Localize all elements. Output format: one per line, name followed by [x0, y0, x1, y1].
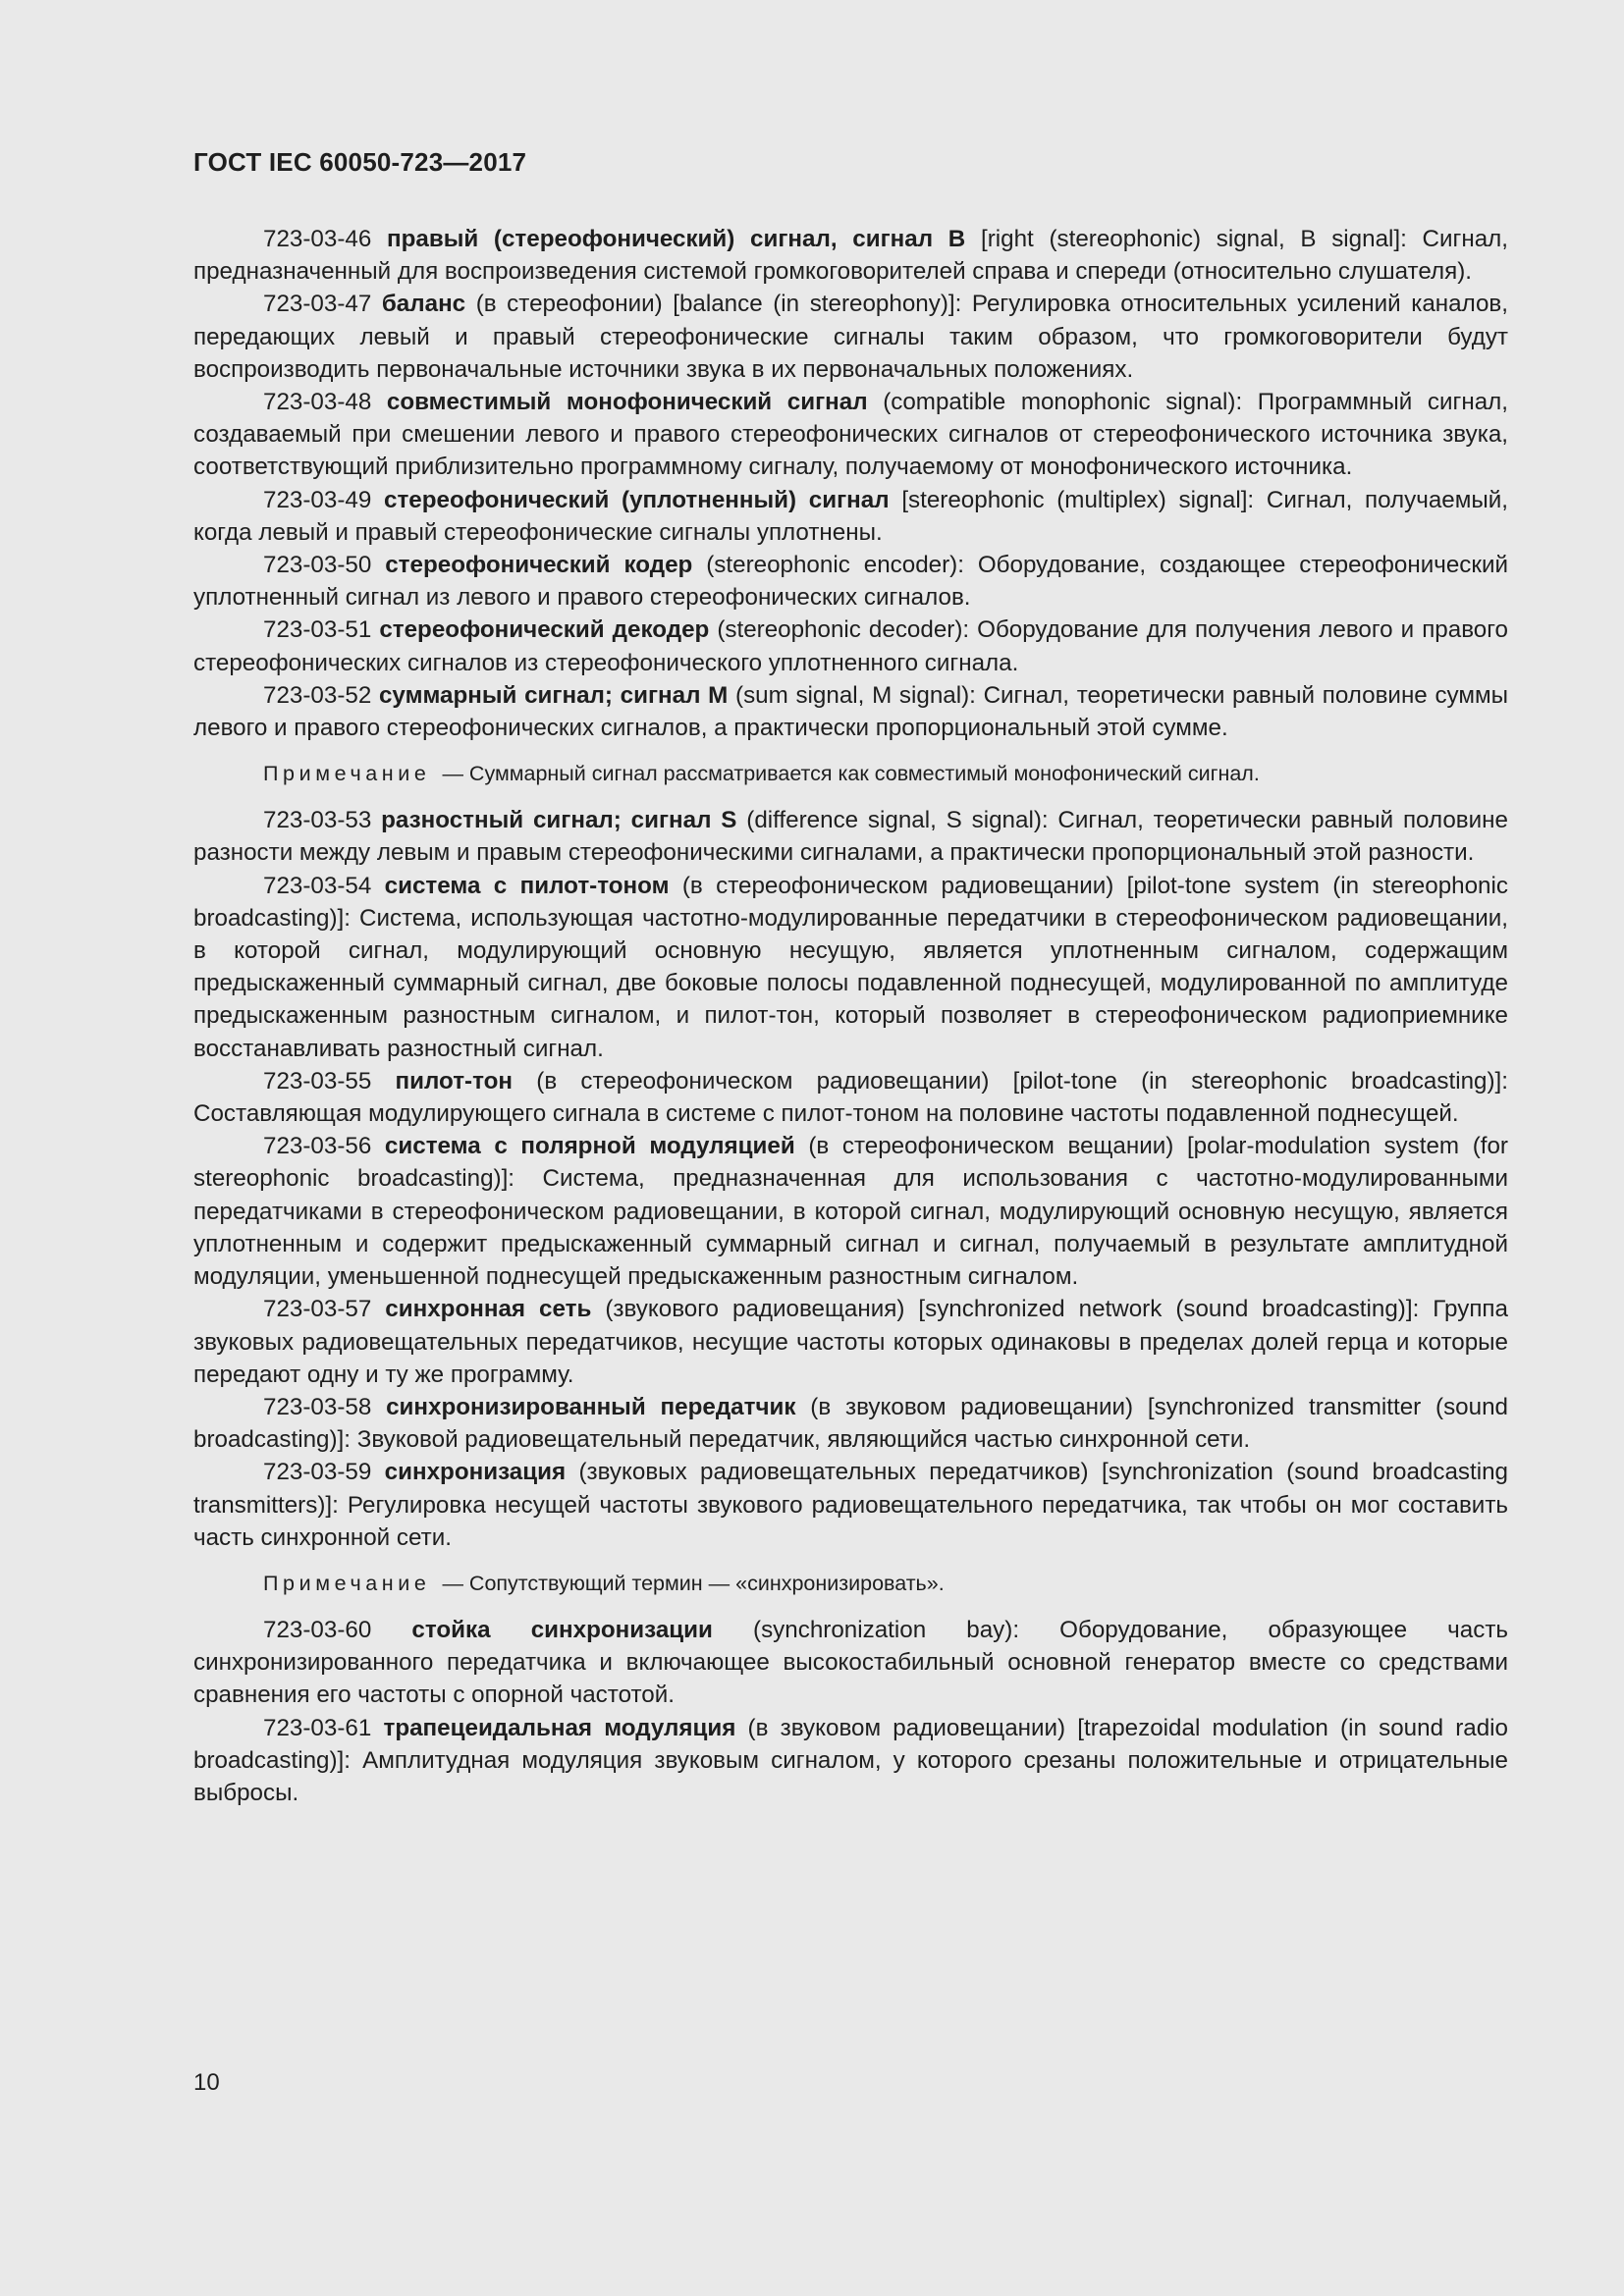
- term-definition: (stereophonic decoder): Оборудование для получения левого и правого стереофонических сигналов из стереофонического уплотненного сигнала.: [193, 616, 1508, 676]
- term-number: 723-03-54: [263, 872, 372, 899]
- term-title: синхронная сеть: [385, 1296, 592, 1323]
- term-definition: (в стереофоническом вещании) [polar-modulation system (for stereophonic broadcasting)]: Система, предназначенная для использования с частотно-модулированными передатчиками в стереофоническом радиовещании, в которой сигнал, модулирующий основную несущую, является уплотненным и содержит предыскаженный суммарный сигнал и сигнал, получаемый в результате амплитудной модуляции, уменьшенной поднесущей предыскаженным разностным сигналом.: [193, 1133, 1508, 1291]
- term-number: 723-03-53: [263, 807, 372, 834]
- term-title: стереофонический кодер: [385, 552, 693, 579]
- term-number: 723-03-59: [263, 1459, 372, 1486]
- term-title: пилот-тон: [395, 1067, 514, 1095]
- term-number: 723-03-48: [263, 389, 372, 416]
- term-definition: (compatible monophonic signal): Программный сигнал, создаваемый при смешении левого и правого стереофонических сигналов от стереофонического источника звука, соответствующий приблизительно программному сигналу, получаемому от монофонического источника.: [193, 389, 1508, 481]
- term-entry-723-03-57: [193, 1293, 1508, 1391]
- note-label: Примечание: [263, 762, 431, 786]
- term-entry-723-03-51: [193, 614, 1508, 678]
- term-title: суммарный сигнал; сигнал M: [378, 681, 729, 709]
- term-number: 723-03-56: [263, 1133, 372, 1160]
- term-number: 723-03-49: [263, 486, 372, 513]
- term-definition: (в звуковом радиовещании) [synchronized transmitter (sound broadcasting)]: Звуковой радиовещательный передатчик, являющийся частью синхронной сети.: [193, 1393, 1508, 1454]
- term-title: система с полярной модуляцией: [384, 1133, 795, 1160]
- term-title: разностный сигнал; сигнал S: [381, 807, 737, 834]
- term-entry-723-03-47: [193, 288, 1508, 386]
- term-number: 723-03-52: [263, 681, 372, 709]
- term-entry-723-03-55: [193, 1065, 1508, 1130]
- term-entry-723-03-56: [193, 1130, 1508, 1293]
- note-text: — Суммарный сигнал рассматривается как совместимый монофонический сигнал.: [442, 762, 1260, 786]
- term-title: синхронизация: [384, 1459, 567, 1486]
- term-entry-723-03-49: [193, 484, 1508, 549]
- term-definition: (звуковых радиовещательных передатчиков) [synchronization (sound broadcasting transmitters)]: Регулировка несущей частоты звукового радиовещательного передатчика, так чтобы он мог составить часть синхронной сети.: [193, 1459, 1508, 1551]
- term-number: 723-03-61: [263, 1714, 372, 1741]
- term-entry-723-03-60: [193, 1614, 1508, 1712]
- term-title: стойка синхронизации: [411, 1616, 713, 1643]
- terms-content: [193, 223, 1508, 1809]
- term-entry-723-03-58: [193, 1391, 1508, 1456]
- term-entry-723-03-46: [193, 223, 1508, 288]
- term-number: 723-03-50: [263, 552, 372, 579]
- term-definition: (в стереофоническом радиовещании) [pilot-tone (in stereophonic broadcasting)]: Составляющая модулирующего сигнала в системе с пилот-тоном на половине частоты подавленной поднесущей.: [193, 1067, 1508, 1128]
- term-title: трапецеидальная модуляция: [383, 1714, 736, 1741]
- term-title: стереофонический декодер: [379, 616, 710, 644]
- term-number: 723-03-47: [263, 291, 372, 318]
- term-definition: (звукового радиовещания) [synchronized network (sound broadcasting)]: Группа звуковых радиовещательных передатчиков, несущие частоты которых одинаковы в пределах долей герца и которые передают одну и ту же программу.: [193, 1296, 1508, 1388]
- term-number: 723-03-46: [263, 226, 372, 252]
- term-definition: [right (stereophonic) signal, B signal]: Сигнал, предназначенный для воспроизведения системой громкоговорителей справа и спереди (относительно слушателя).: [193, 226, 1508, 286]
- term-title: синхронизированный передатчик: [386, 1393, 796, 1420]
- term-entry-723-03-61: [193, 1712, 1508, 1810]
- page-number: 10: [193, 2069, 220, 2096]
- term-definition: (в стереофонии) [balance (in stereophony)]: Регулировка относительных усилений каналов, передающих левый и правый стереофонические сигналы таким образом, что громкоговорители будут воспроизводить первоначальные источники звука в их первоначальных положениях.: [193, 291, 1508, 383]
- term-entry-723-03-54: [193, 870, 1508, 1065]
- term-entry-723-03-53: [193, 804, 1508, 869]
- note-text: — Сопутствующий термин — «синхронизировать».: [442, 1571, 945, 1595]
- term-title: совместимый монофонический сигнал: [386, 389, 868, 416]
- term-definition: (в звуковом радиовещании) [trapezoidal modulation (in sound radio broadcasting)]: Амплитудная модуляция звуковым сигналом, у которого срезаны положительные и отрицательные выбросы.: [193, 1714, 1508, 1806]
- term-entry-723-03-59: [193, 1456, 1508, 1554]
- term-entry-723-03-48: [193, 386, 1508, 484]
- term-title: баланс: [381, 291, 466, 318]
- term-number: 723-03-51: [263, 616, 372, 644]
- term-definition: (в стереофоническом радиовещании) [pilot-tone system (in stereophonic broadcasting)]: Система, использующая частотно-модулированные передатчики в стереофоническом радиовещании, в которой сигнал, модулирующий основную несущую, является уплотненным сигналом, содержащим предыскаженный суммарный сигнал, две боковые полосы подавленной поднесущей, модулированной по амплитуде предыскаженным разностным сигналом, и пилот-тон, который позволяет в стереофоническом радиоприемнике восстанавливать разностный сигнал.: [193, 872, 1508, 1062]
- term-note: [193, 758, 1508, 790]
- term-definition: (synchronization bay): Оборудование, образующее часть синхронизированного передатчика и включающее высокостабильный основной генератор вместе со средствами сравнения его частоты с опорной частотой.: [193, 1616, 1508, 1709]
- term-title: правый (стереофонический) сигнал, сигнал B: [386, 226, 966, 252]
- term-note: [193, 1568, 1508, 1600]
- term-definition: [stereophonic (multiplex) signal]: Сигнал, получаемый, когда левый и правый стереофонические сигналы уплотнены.: [193, 486, 1508, 546]
- term-definition: (sum signal, M signal): Сигнал, теоретически равный половине суммы левого и правого стереофонических сигналов, а практически пропорциональный этой сумме.: [193, 681, 1508, 742]
- term-entry-723-03-52: [193, 679, 1508, 744]
- term-entry-723-03-50: [193, 549, 1508, 614]
- term-title: система с пилот-тоном: [384, 872, 670, 899]
- term-number: 723-03-60: [263, 1616, 372, 1643]
- term-title: стереофонический (уплотненный) сигнал: [384, 486, 890, 513]
- term-definition: (stereophonic encoder): Оборудование, создающее стереофонический уплотненный сигнал из левого и правого стереофонических сигналов.: [193, 552, 1508, 612]
- term-definition: (difference signal, S signal): Сигнал, теоретически равный половине разности между левым и правым стереофоническими сигналами, а практически пропорциональный этой разности.: [193, 807, 1508, 867]
- term-number: 723-03-58: [263, 1393, 372, 1420]
- note-label: Примечание: [263, 1571, 431, 1595]
- term-number: 723-03-55: [263, 1067, 372, 1095]
- term-number: 723-03-57: [263, 1296, 372, 1323]
- document-code-header: ГОСТ IEC 60050-723—2017: [193, 147, 527, 177]
